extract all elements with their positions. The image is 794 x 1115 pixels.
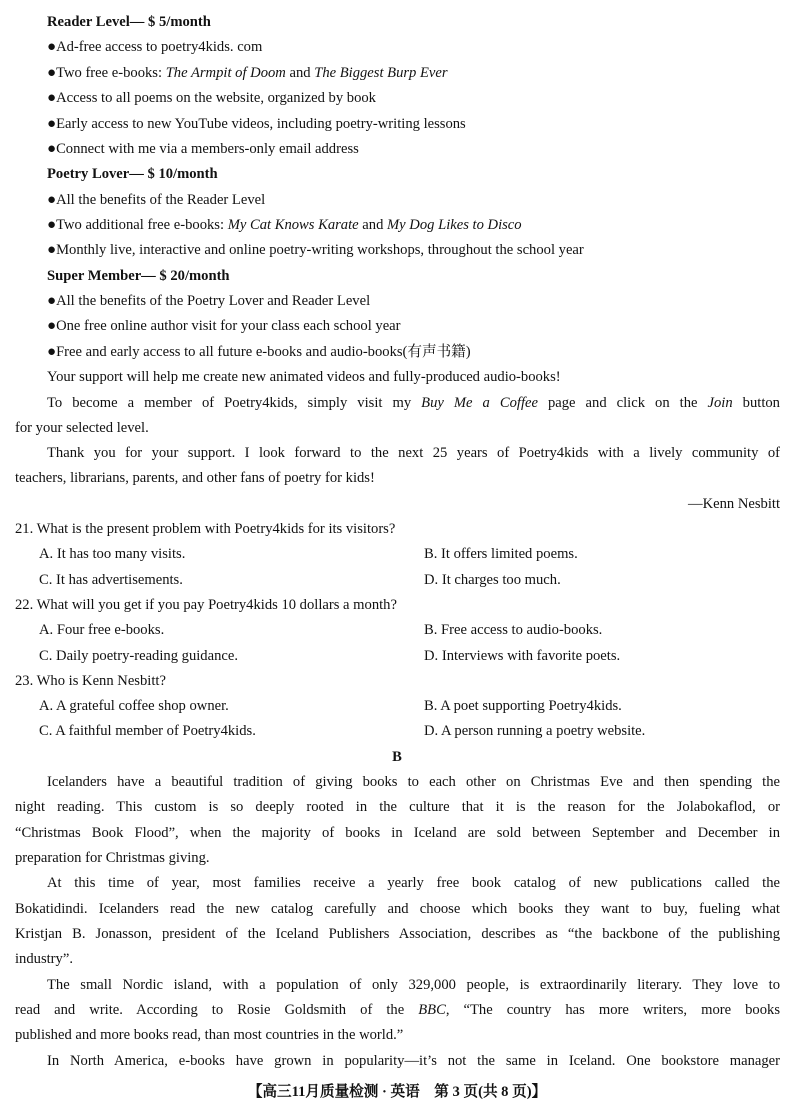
- become-member-line-2: for your selected level.: [15, 420, 149, 436]
- question-21-option-a: A. It has too many visits.: [39, 546, 186, 562]
- tier-reader-item-1: ● Ad-free access to poetry4kids. com: [47, 37, 262, 57]
- question-21-option-c: C. It has advertisements.: [39, 572, 183, 588]
- question-22-option-a: A. Four free e-books.: [39, 622, 165, 638]
- passage-b-line: The small Nordic island, with a population of only 329,000 people, is extraordinarily literary. They love to: [47, 977, 780, 993]
- thanks-line-2: teachers, librarians, parents, and other fans of poetry for kids!: [15, 470, 375, 486]
- question-21-option-b: B. It offers limited poems.: [424, 546, 578, 562]
- question-21-option-d: D. It charges too much.: [424, 572, 561, 588]
- passage-b-line: Bokatidindi. Icelanders read the new catalog carefully and choose which books they want to buy, fueling what: [15, 901, 780, 917]
- tier-lover-item-1: ● All the benefits of the Reader Level: [47, 190, 265, 210]
- passage-b-line: night reading. This custom is so deeply rooted in the culture that it is the reason for the Jolabokaflod, or: [15, 799, 780, 815]
- tier-super-item-2: ● One free online author visit for your class each school year: [47, 316, 401, 336]
- tier-super-item-1: ● All the benefits of the Poetry Lover and Reader Level: [47, 291, 370, 311]
- question-21: 21. What is the present problem with Poetry4kids for its visitors?: [15, 521, 396, 537]
- thanks-line-1: Thank you for your support. I look forward to the next 25 years of Poetry4kids with a lively community of: [47, 445, 780, 461]
- tier-title-super-member: Super Member— $ 20/month: [47, 268, 230, 284]
- question-22: 22. What will you get if you pay Poetry4kids 10 dollars a month?: [15, 597, 397, 613]
- section-b-heading: B: [392, 749, 402, 765]
- become-member-line-1: To become a member of Poetry4kids, simply visit my Buy Me a Coffee page and click on the Join button: [47, 395, 780, 411]
- tier-title-poetry-lover: Poetry Lover— $ 10/month: [47, 166, 218, 182]
- passage-b-line: At this time of year, most families receive a yearly free book catalog of new publications called the: [47, 875, 780, 891]
- tier-reader-item-3: ● Access to all poems on the website, organized by book: [47, 88, 376, 108]
- question-23-option-d: D. A person running a poetry website.: [424, 723, 646, 739]
- passage-b-line: published and more books read, than most countries in the world.”: [15, 1027, 404, 1043]
- question-22-option-b: B. Free access to audio-books.: [424, 622, 603, 638]
- passage-b-line: Kristjan B. Jonasson, president of the Iceland Publishers Association, describes as “the backbone of the publishing: [15, 926, 780, 942]
- passage-b-line: industry”.: [15, 951, 73, 967]
- passage-b-line: Icelanders have a beautiful tradition of giving books to each other on Christmas Eve and then spending the: [47, 774, 780, 790]
- question-23-option-a: A. A grateful coffee shop owner.: [39, 698, 229, 714]
- tier-reader-item-4: ● Early access to new YouTube videos, including poetry-writing lessons: [47, 114, 466, 134]
- page-footer: 【高三11月质量检测 · 英语 第 3 页(共 8 页)】: [247, 1084, 547, 1100]
- tier-reader-item-5: ● Connect with me via a members-only email address: [47, 139, 359, 159]
- passage-b-line: read and write. According to Rosie Goldsmith of the BBC, “The country has more writers, more books: [15, 1002, 780, 1018]
- tier-lover-item-3: ● Monthly live, interactive and online poetry-writing workshops, throughout the school year: [47, 240, 584, 260]
- passage-b-line: preparation for Christmas giving.: [15, 850, 210, 866]
- question-22-option-c: C. Daily poetry-reading guidance.: [39, 648, 238, 664]
- tier-super-item-3: ● Free and early access to all future e-books and audio-books(有声书籍): [47, 342, 471, 362]
- tier-reader-item-2: ● Two free e-books: The Armpit of Doom and The Biggest Burp Ever: [47, 63, 448, 83]
- passage-b-line: “Christmas Book Flood”, when the majority of books in Iceland are sold between September and December in: [15, 825, 780, 841]
- passage-b-line: In North America, e-books have grown in popularity—it’s not the same in Iceland. One bookstore manager: [47, 1053, 780, 1069]
- support-line: Your support will help me create new animated videos and fully-produced audio-books!: [47, 369, 561, 385]
- question-23: 23. Who is Kenn Nesbitt?: [15, 673, 166, 689]
- question-22-option-d: D. Interviews with favorite poets.: [424, 648, 621, 664]
- question-23-option-b: B. A poet supporting Poetry4kids.: [424, 698, 622, 714]
- tier-title-reader: Reader Level— $ 5/month: [47, 14, 211, 30]
- question-23-option-c: C. A faithful member of Poetry4kids.: [39, 723, 256, 739]
- tier-lover-item-2: ● Two additional free e-books: My Cat Knows Karate and My Dog Likes to Disco: [47, 215, 522, 235]
- signature: —Kenn Nesbitt: [687, 496, 780, 512]
